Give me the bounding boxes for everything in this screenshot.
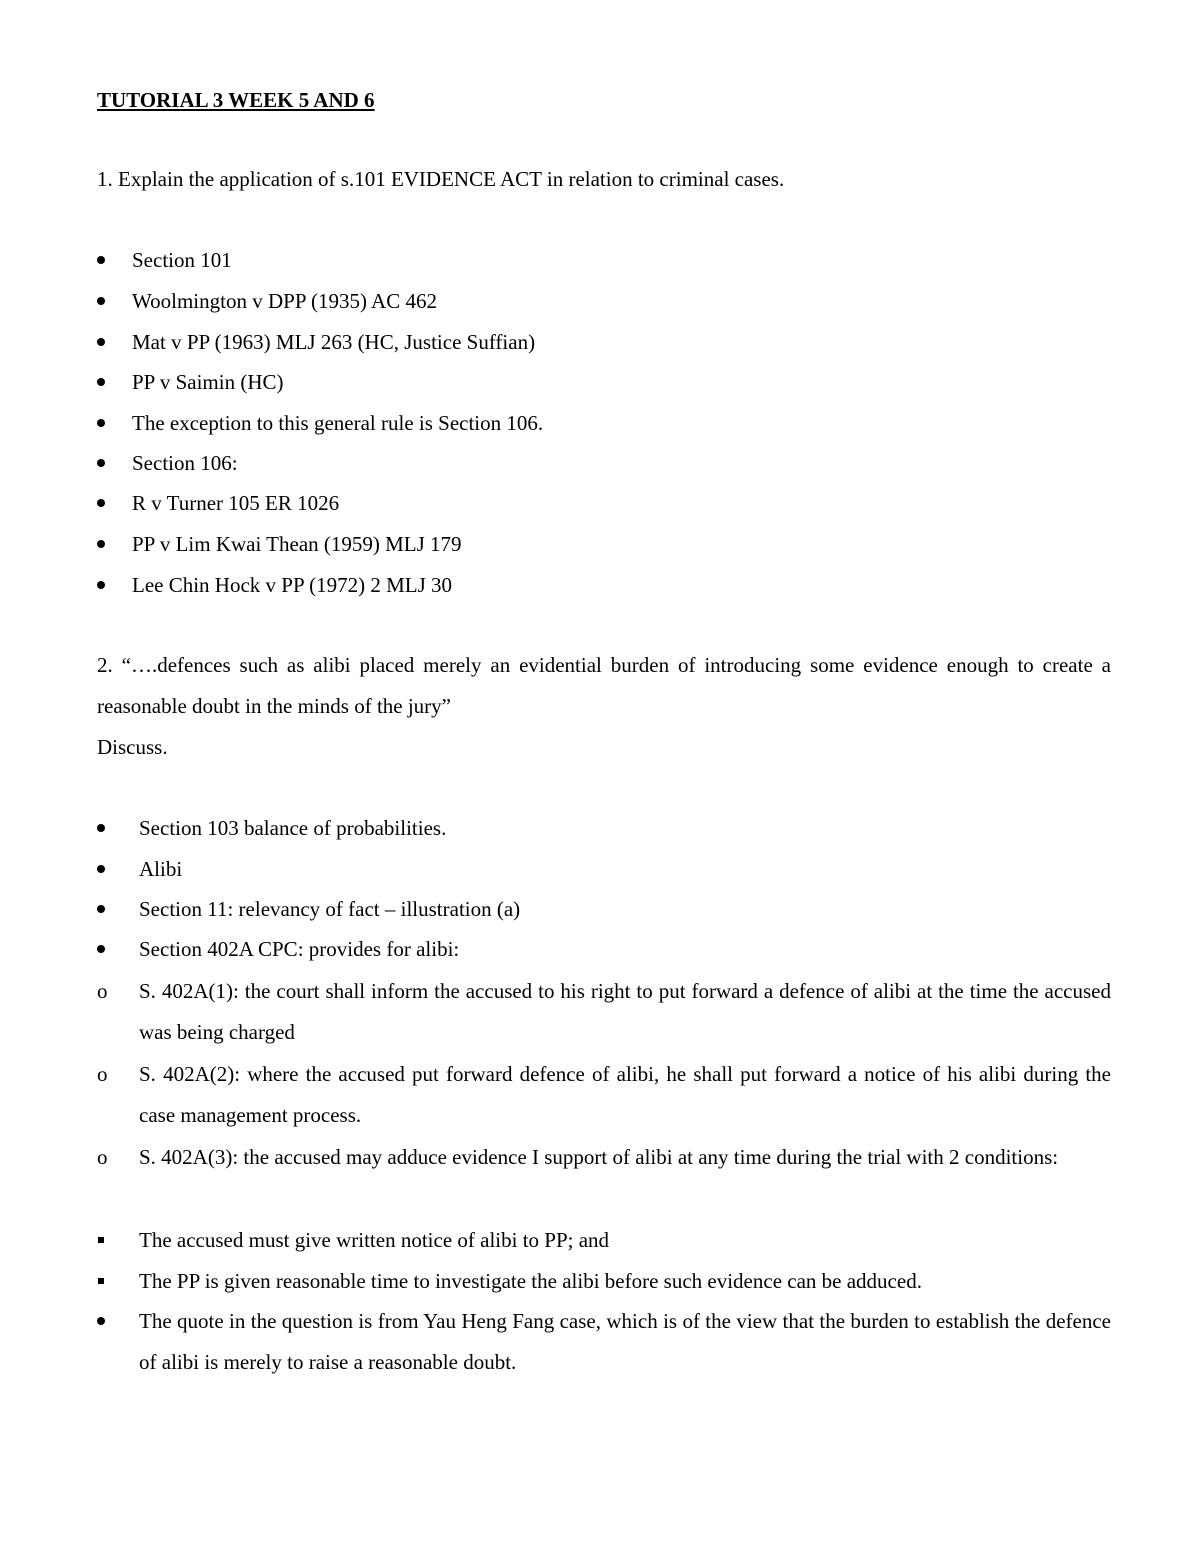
bullet-icon bbox=[97, 905, 105, 913]
bullet-icon bbox=[97, 256, 105, 264]
list-item-text: PP v Lim Kwai Thean (1959) MLJ 179 bbox=[132, 532, 462, 556]
bullet-icon bbox=[97, 338, 105, 346]
bullet-icon bbox=[97, 419, 105, 427]
list-item-text: The accused must give written notice of alibi to PP; and bbox=[139, 1228, 610, 1252]
list-item-text: Section 103 balance of probabilities. bbox=[139, 816, 447, 840]
list-item-text: R v Turner 105 ER 1026 bbox=[132, 491, 340, 515]
list-item-text: S. 402A(3): the accused may adduce evidence I support of alibi at any time during the trial with 2 conditions: bbox=[139, 1145, 1059, 1169]
list-item-text: Section 11: relevancy of fact – illustration (a) bbox=[139, 897, 521, 921]
bullet-icon bbox=[97, 297, 105, 305]
document-title: TUTORIAL 3 WEEK 5 AND 6 bbox=[97, 88, 375, 112]
list-item-text: S. 402A(2): where the accused put forward defence of alibi, he shall put forward a notice of his alibi during the case management process. bbox=[139, 1062, 1111, 1127]
question-1: 1. Explain the application of s.101 EVIDENCE ACT in relation to criminal cases. bbox=[97, 167, 785, 191]
question-2-discuss: Discuss. bbox=[97, 735, 168, 759]
circle-bullet-icon: o bbox=[97, 1062, 108, 1086]
bullet-icon bbox=[97, 824, 105, 832]
list-item-text: PP v Saimin (HC) bbox=[132, 370, 284, 394]
circle-bullet-icon: o bbox=[97, 1145, 108, 1169]
list-item-text: Section 101 bbox=[132, 248, 232, 272]
list-item-text: Woolmington v DPP (1935) AC 462 bbox=[132, 289, 437, 313]
bullet-icon bbox=[97, 581, 105, 589]
bullet-icon bbox=[97, 865, 105, 873]
bullet-icon bbox=[97, 378, 105, 386]
list-item-text: The quote in the question is from Yau Heng Fang case, which is of the view that the burden to establish the defence of alibi is merely to raise a reasonable doubt. bbox=[139, 1309, 1111, 1374]
square-bullet-icon bbox=[98, 1278, 104, 1284]
circle-bullet-icon: o bbox=[97, 979, 108, 1003]
bullet-icon bbox=[97, 459, 105, 467]
bullet-icon bbox=[97, 540, 105, 548]
list-item-text: Alibi bbox=[139, 857, 183, 881]
list-item-text: Section 402A CPC: provides for alibi: bbox=[139, 937, 460, 961]
bullet-icon bbox=[97, 1317, 105, 1325]
list-item-text: Section 106: bbox=[132, 451, 238, 475]
list-item-text: The exception to this general rule is Section 106. bbox=[132, 411, 544, 435]
square-bullet-icon bbox=[98, 1237, 104, 1243]
list-item-text: Lee Chin Hock v PP (1972) 2 MLJ 30 bbox=[132, 573, 453, 597]
question-2: 2. “….defences such as alibi placed merely an evidential burden of introducing some evidence enough to create a reasonable doubt in the minds of the jury” bbox=[97, 653, 1111, 718]
list-item-text: S. 402A(1): the court shall inform the accused to his right to put forward a defence of alibi at the time the accused was being charged bbox=[139, 979, 1111, 1044]
bullet-icon bbox=[97, 945, 105, 953]
list-item-text: The PP is given reasonable time to investigate the alibi before such evidence can be adduced. bbox=[139, 1269, 922, 1293]
list-item-text: Mat v PP (1963) MLJ 263 (HC, Justice Suffian) bbox=[132, 330, 536, 354]
bullet-icon bbox=[97, 499, 105, 507]
